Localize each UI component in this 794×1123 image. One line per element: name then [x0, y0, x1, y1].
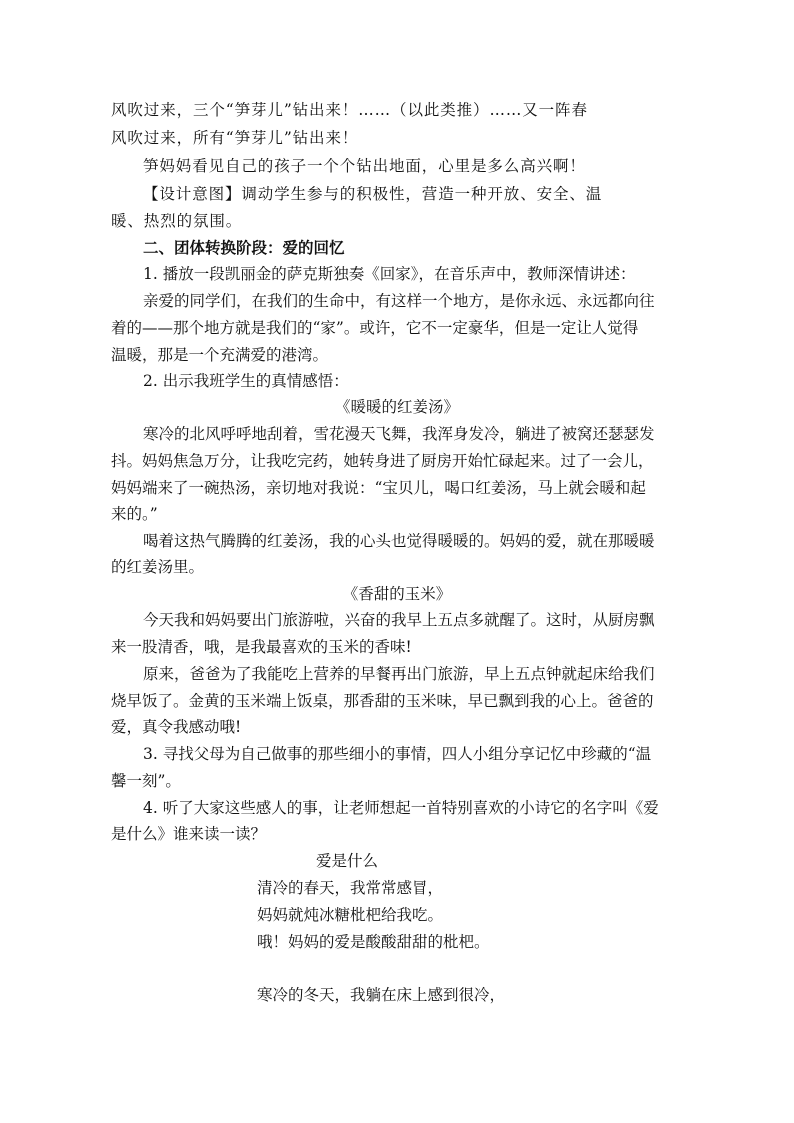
section-heading: 二、团体转换阶段：爱的回忆 [143, 238, 345, 257]
design-intent-line: 暖、热烈的氛围。 [111, 212, 243, 230]
paragraph-line: 妈妈端来了一碗热汤，亲切地对我说：“宝贝儿，喝口红姜汤，马上就会暖和起 [111, 479, 646, 497]
paragraph-line: 的红姜汤里。 [111, 558, 205, 576]
paragraph-line: 今天我和妈妈要出门旅游啦，兴奋的我早上五点多就醒了。这时，从厨房飘 [143, 611, 655, 629]
step-line: 1. 播放一段凯丽金的萨克斯独奏《回家》，在音乐声中，教师深情讲述： [143, 265, 636, 283]
poem-line: 清冷的春天，我常常感冒， [257, 879, 444, 897]
poem-line: 哦！妈妈的爱是酸酸甜甜的枇杷。 [257, 933, 490, 951]
poem-line: 寒冷的冬天，我躺在床上感到很冷， [257, 986, 506, 1004]
poem-title: 爱是什么 [316, 852, 379, 870]
paragraph-line: 风吹过来，所有“笋芽儿”钻出来！ [111, 129, 359, 147]
paragraph-line: 笋妈妈看见自己的孩子一个个钻出地面，心里是多么高兴啊！ [143, 157, 586, 175]
poem-line: 妈妈就炖冰糖枇杷给我吃。 [257, 906, 444, 924]
step-line: 2. 出示我班学生的真情感悟： [143, 372, 349, 390]
paragraph-line: 烧早饭了。金黄的玉米端上饭桌，那香甜的玉米味，早已飘到我的心上。爸爸的 [111, 692, 654, 710]
step-line: 3. 寻找父母为自己做事的那些细小的事情，四人小组分享记忆中珍藏的“温 [143, 745, 652, 763]
step-line: 4. 听了大家这些感人的事，让老师想起一首特别喜欢的小诗它的名字叫《爱 [143, 799, 659, 817]
paragraph-line: 着的——那个地方就是我们的“家”。或许，它不一定豪华，但是一定让人觉得 [111, 319, 639, 337]
paragraph-line: 寒冷的北风呼呼地刮着，雪花漫天飞舞，我浑身发冷，躺进了被窝还瑟瑟发 [143, 425, 655, 443]
paragraph-line: 亲爱的同学们，在我们的生命中，有这样一个地方，是你永远、永远都向往 [143, 292, 655, 310]
paragraph-line: 喝着这热气腾腾的红姜汤，我的心头也觉得暖暖的。妈妈的爱，就在那暖暖 [143, 532, 655, 550]
paragraph-line: 温暖，那是一个充满爱的港湾。 [111, 346, 329, 364]
story-title: 《暖暖的红姜汤》 [334, 398, 459, 416]
paragraph-line: 来一股清香，哦，是我最喜欢的玉米的香味! [111, 638, 412, 656]
paragraph-line: 风吹过来，三个“笋芽儿”钻出来！……（以此类推）……又一阵春 [111, 101, 588, 119]
paragraph-line: 原来，爸爸为了我能吃上营养的早餐再出门旅游，早上五点钟就起床给我们 [143, 665, 655, 683]
step-line: 馨一刻”。 [111, 772, 181, 790]
paragraph-line: 抖。妈妈焦急万分，让我吃完药，她转身进了厨房开始忙碌起来。过了一会儿， [111, 452, 654, 470]
paragraph-line: 爱，真令我感动哦! [111, 718, 242, 736]
design-intent-line: 【设计意图】调动学生参与的积极性，营造一种开放、安全、温 [143, 185, 603, 203]
paragraph-line: 来的。” [111, 505, 158, 523]
step-line: 是什么》谁来读一读？ [111, 825, 267, 843]
story-title: 《香甜的玉米》 [342, 585, 452, 603]
